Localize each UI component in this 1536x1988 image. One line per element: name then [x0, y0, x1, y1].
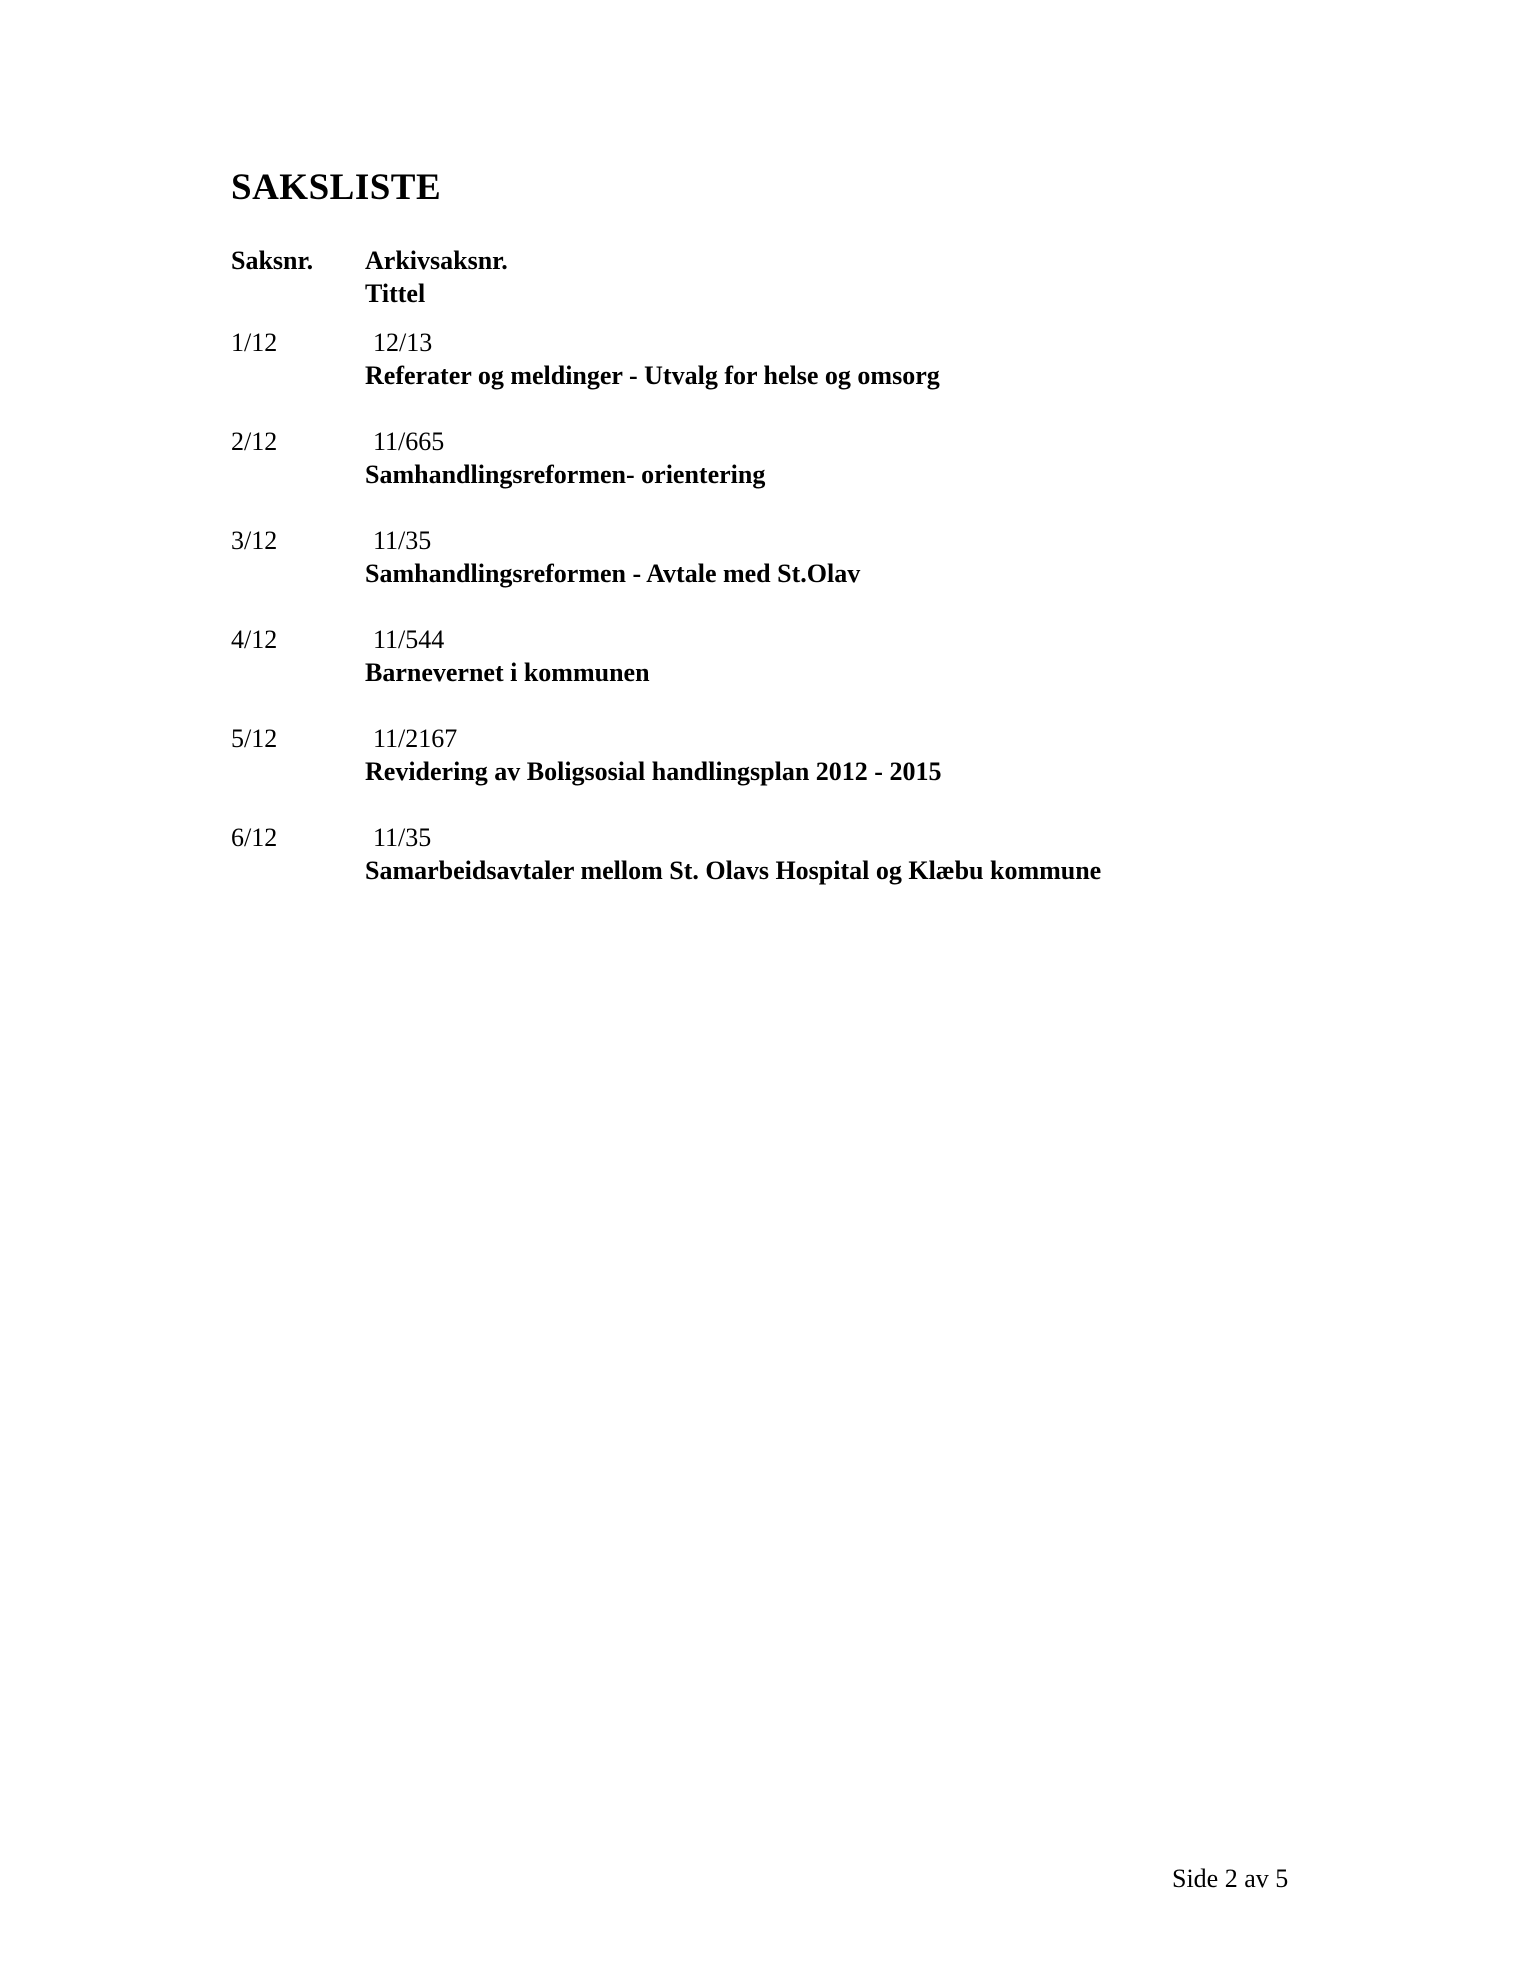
- item-saksnr: 4/12: [231, 625, 278, 654]
- header-arkivsaksnr: Arkivsaksnr.: [365, 246, 508, 275]
- item-tittel: Samarbeidsavtaler mellom St. Olavs Hospital og Klæbu kommune: [365, 856, 1102, 885]
- item-saksnr: 5/12: [231, 724, 278, 753]
- item-saksnr: 2/12: [231, 427, 278, 456]
- item-arkivsaksnr: 11/35: [373, 823, 432, 852]
- item-tittel: Samhandlingsreformen- orientering: [365, 460, 766, 489]
- item-arkivsaksnr: 11/2167: [373, 724, 458, 753]
- item-tittel: Revidering av Boligsosial handlingsplan 2012 - 2015: [365, 757, 942, 786]
- item-tittel: Referater og meldinger - Utvalg for helse og omsorg: [365, 361, 940, 390]
- item-saksnr: 1/12: [231, 328, 278, 357]
- header-saksnr: Saksnr.: [231, 246, 314, 275]
- item-arkivsaksnr: 11/35: [373, 526, 432, 555]
- header-tittel: Tittel: [365, 279, 426, 308]
- item-arkivsaksnr: 11/665: [373, 427, 445, 456]
- page-title: SAKSLISTE: [231, 167, 442, 208]
- item-saksnr: 3/12: [231, 526, 278, 555]
- page-number: Side 2 av 5: [1172, 1864, 1289, 1893]
- item-tittel: Barnevernet i kommunen: [365, 658, 650, 687]
- item-tittel: Samhandlingsreformen - Avtale med St.Olav: [365, 559, 861, 588]
- item-arkivsaksnr: 11/544: [373, 625, 445, 654]
- item-arkivsaksnr: 12/13: [373, 328, 433, 357]
- item-saksnr: 6/12: [231, 823, 278, 852]
